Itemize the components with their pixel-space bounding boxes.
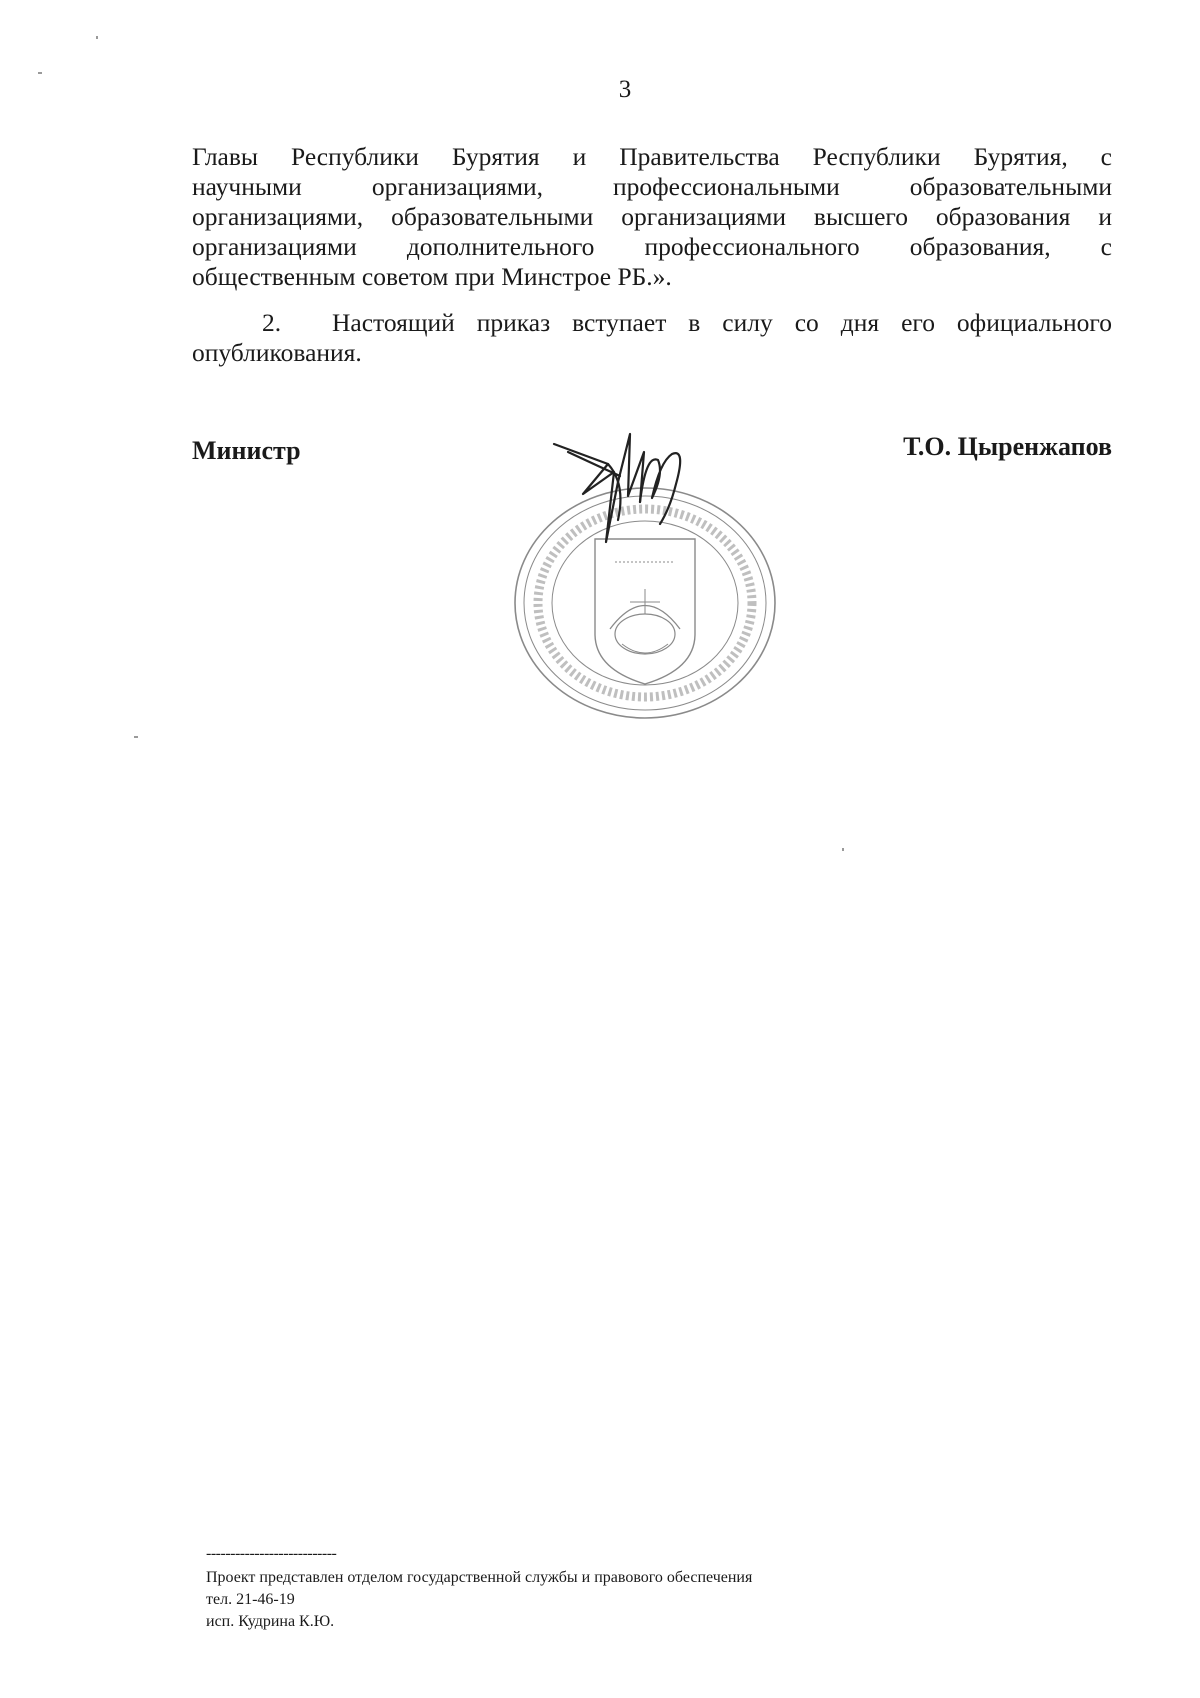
paragraph-number: 2. bbox=[262, 308, 282, 337]
paragraph-2 bbox=[192, 308, 1112, 368]
paragraph-line: опубликования. bbox=[192, 338, 362, 367]
scan-speck bbox=[842, 848, 844, 851]
scan-speck bbox=[134, 736, 138, 738]
paragraph-line: организациями, образовательными организациями высшего образования и bbox=[192, 202, 1112, 231]
footnote-line: исп. Кудрина К.Ю. bbox=[206, 1613, 335, 1630]
footnote-line: тел. 21-46-19 bbox=[206, 1591, 295, 1608]
footnote-rule: --------------------------- bbox=[206, 1545, 337, 1562]
paragraph-line: организациями дополнительного профессионального образования, с bbox=[192, 232, 1112, 261]
footnote bbox=[206, 1543, 752, 1633]
paragraph-1 bbox=[192, 142, 1112, 292]
scan-speck bbox=[38, 72, 42, 74]
handwritten-signature-icon bbox=[548, 424, 698, 556]
signatory-position: Министр bbox=[192, 436, 301, 465]
page-number: 3 bbox=[618, 76, 632, 103]
paragraph-line: Настоящий приказ вступает в силу со дня его официального bbox=[332, 308, 1112, 337]
paragraph-2-first-line bbox=[192, 308, 1112, 338]
paragraph-line: научными организациями, профессиональными образовательными bbox=[192, 172, 1112, 201]
scan-speck bbox=[96, 36, 98, 39]
footnote-line: Проект представлен отделом государственной службы и правового обеспечения bbox=[206, 1569, 753, 1586]
signatory-name: Т.О. Цыренжапов bbox=[903, 432, 1112, 461]
paragraph-line: общественным советом при Минстрое РБ.». bbox=[192, 262, 672, 291]
paragraph-line: Главы Республики Бурятия и Правительства Республики Бурятия, с bbox=[192, 142, 1112, 171]
